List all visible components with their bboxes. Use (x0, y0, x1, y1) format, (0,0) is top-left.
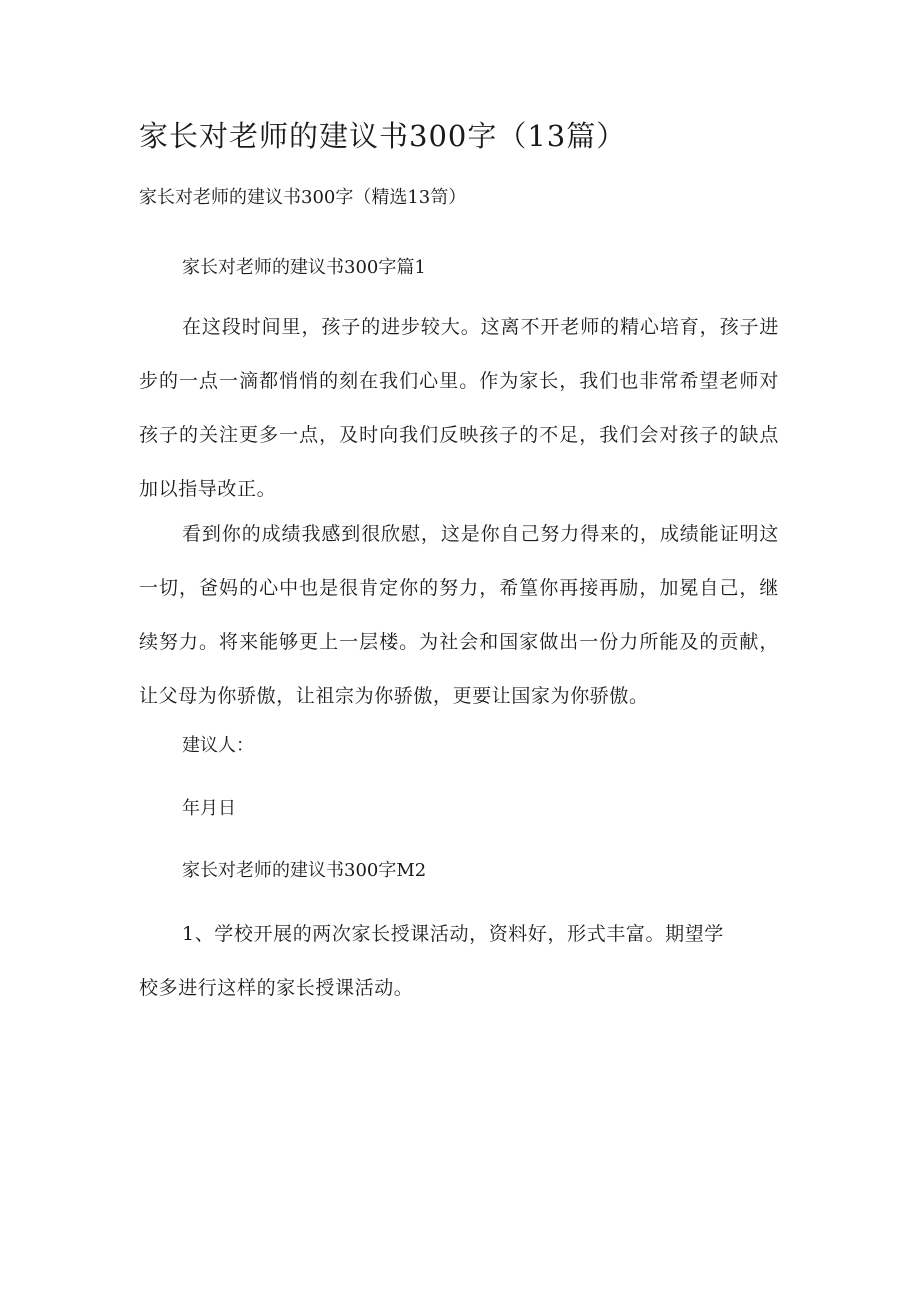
document-title: 家长对老师的建议书300字（13篇） (139, 119, 627, 153)
paragraph-line: 加以指导改正。 (139, 478, 277, 500)
paragraph-1 (139, 300, 779, 516)
section-heading-1: 家长对老师的建议书300字篇1 (182, 257, 426, 278)
signature-label: 建议人： (182, 735, 254, 756)
paragraph-line: 看到你的成绩我感到很欣慰，这是你自己努力得来的，成绩能证明这 (182, 523, 779, 545)
paragraph-line: 让父母为你骄傲，让祖宗为你骄傲，更要让国家为你骄傲。 (139, 685, 649, 707)
section-heading-2: 家长对老师的建议书300字M2 (182, 860, 427, 881)
paragraph-line: 步的一点一滴都悄悄的刻在我们心里。作为家长，我们也非常希望老师对 (139, 370, 779, 392)
paragraph-line: 一切，爸妈的心中也是很肯定你的努力，希篁你再接再励，加冕自己，继 (139, 577, 779, 599)
paragraph-line: 1、学校开展的两次家长授课活动，资料好，形式丰富。期望学 (182, 923, 724, 945)
date-label: 年月日 (182, 798, 236, 819)
document-subtitle: 家长对老师的建议书300字（精选13笥） (139, 187, 467, 208)
paragraph-2 (139, 507, 779, 723)
paragraph-line: 在这段时间里，孩子的进步较大。这离不开老师的精心培育，孩子进 (182, 316, 779, 338)
paragraph-line: 校多进行这样的家长授课活动。 (139, 977, 414, 999)
paragraph-3 (139, 907, 739, 1015)
paragraph-line: 孩子的关注更多一点，及时向我们反映孩子的不足，我们会对孩子的缺点 (139, 424, 779, 446)
paragraph-line: 续努力。将来能够更上一层楼。为社会和国家做出一份力所能及的贡献， (139, 631, 779, 653)
